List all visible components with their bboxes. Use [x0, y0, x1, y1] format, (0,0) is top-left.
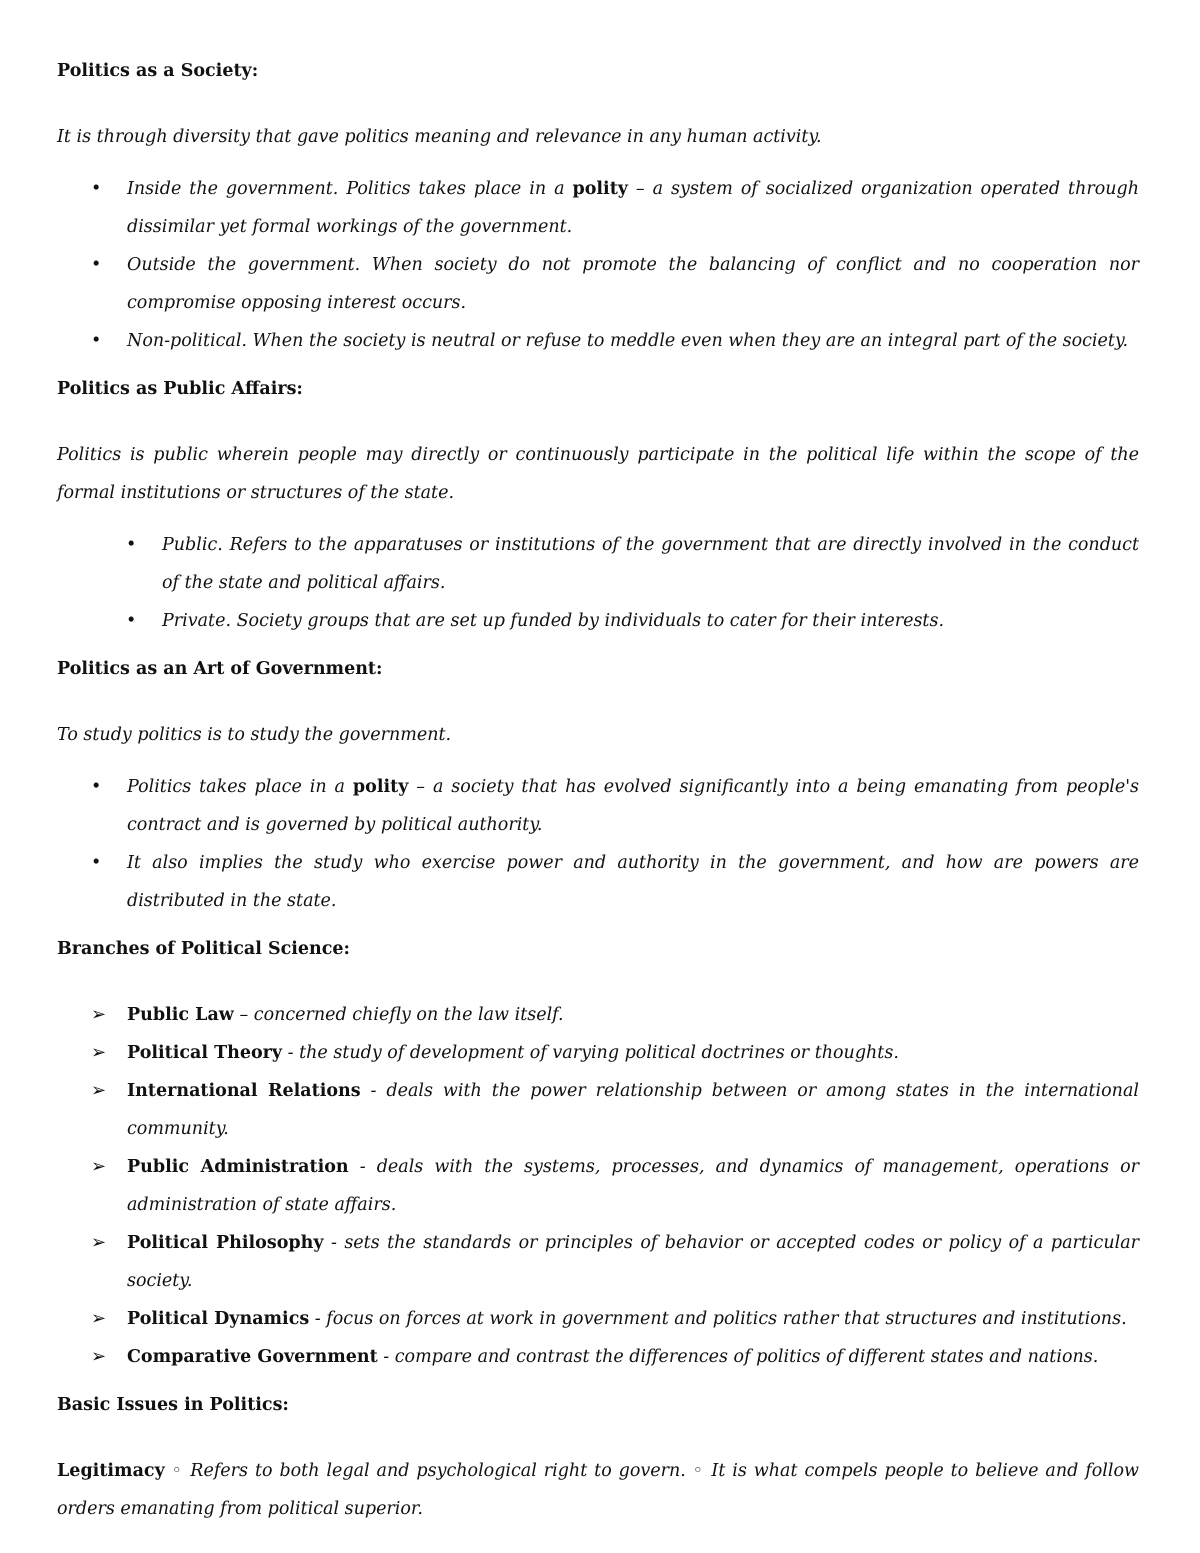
- legitimacy-paragraph: [57, 1452, 1139, 1528]
- list-item: [57, 246, 1139, 322]
- branch-separator: –: [233, 1005, 254, 1025]
- branches-list: [57, 996, 1139, 1376]
- branch-term: Political Philosophy: [127, 1233, 324, 1253]
- list-item-text: Non-political. When the society is neutral or refuse to meddle even when they are an integral part of the society.: [127, 331, 1129, 351]
- bullet-icon: •: [126, 535, 137, 555]
- list-item-text: Private. Society groups that are set up funded by individuals to cater for their interests.: [162, 611, 945, 631]
- term-polity: polity: [572, 179, 628, 199]
- list-item-text: Politics takes place in a: [127, 777, 353, 797]
- heading-basic-issues-in-politics: Basic Issues in Politics:: [57, 1395, 289, 1415]
- branch-separator: -: [348, 1157, 377, 1177]
- branch-separator: -: [377, 1347, 395, 1367]
- branch-item: [57, 996, 1139, 1034]
- arrow-bullet-icon: ➢: [91, 1346, 107, 1367]
- society-bullet-list: [57, 170, 1139, 360]
- bullet-icon: •: [91, 853, 102, 873]
- arrow-bullet-icon: ➢: [91, 1004, 107, 1025]
- list-item: [57, 844, 1139, 920]
- heading-branches-of-political-science: Branches of Political Science:: [57, 939, 350, 959]
- bullet-icon: •: [91, 255, 102, 275]
- branch-term: International Relations: [127, 1081, 361, 1101]
- branch-term: Public Law: [127, 1005, 234, 1025]
- branch-separator: -: [360, 1081, 387, 1101]
- list-item: [57, 322, 1139, 360]
- list-item: [57, 768, 1139, 844]
- branch-description: concerned chiefly on the law itself.: [253, 1005, 564, 1025]
- arrow-bullet-icon: ➢: [91, 1080, 107, 1101]
- branch-description: deals with the systems, processes, and dynamics of management, operations or administration of state affairs.: [127, 1157, 1139, 1215]
- branch-description: sets the standards or principles of behavior or accepted codes or policy of a particular society.: [127, 1233, 1139, 1291]
- list-item-text: It also implies the study who exercise power and authority in the government, and how are powers are distributed in the state.: [127, 853, 1139, 911]
- public-affairs-bullet-list: [57, 526, 1139, 640]
- branch-term: Political Dynamics: [127, 1309, 310, 1329]
- branch-separator: -: [282, 1043, 300, 1063]
- list-item-text: Public. Refers to the apparatuses or institutions of the government that are directly involved in the conduct of the state and political affairs.: [162, 535, 1139, 593]
- branch-item: [57, 1072, 1139, 1148]
- branch-description: compare and contrast the differences of politics of different states and nations.: [394, 1347, 1099, 1367]
- list-item: [57, 170, 1139, 246]
- arrow-bullet-icon: ➢: [91, 1042, 107, 1063]
- list-item: [57, 526, 1139, 602]
- arrow-bullet-icon: ➢: [91, 1232, 107, 1253]
- bullet-icon: •: [91, 331, 102, 351]
- branch-term: Comparative Government: [127, 1347, 378, 1367]
- branch-item: [57, 1224, 1139, 1300]
- list-item: [57, 602, 1139, 640]
- list-item-text: Inside the government. Politics takes place in a: [127, 179, 573, 199]
- branch-item: [57, 1300, 1139, 1338]
- heading-politics-as-public-affairs: Politics as Public Affairs:: [57, 379, 303, 399]
- bullet-icon: •: [91, 179, 102, 199]
- branch-item: [57, 1338, 1139, 1376]
- arrow-bullet-icon: ➢: [91, 1156, 107, 1177]
- heading-politics-as-art-of-government: Politics as an Art of Government:: [57, 659, 383, 679]
- branch-term: Public Administration: [127, 1157, 349, 1177]
- branch-item: [57, 1148, 1139, 1224]
- public-affairs-intro: Politics is public wherein people may directly or continuously participate in the political life within the scope of the formal institutions or structures of the state.: [57, 445, 1139, 503]
- branch-item: [57, 1034, 1139, 1072]
- term-polity: polity: [352, 777, 409, 797]
- branch-description: focus on forces at work in government and politics rather that structures and institutions.: [326, 1309, 1127, 1329]
- society-intro: It is through diversity that gave politics meaning and relevance in any human activity.: [57, 127, 822, 147]
- list-item-text: – a system of socialized organization operated through dissimilar yet formal workings of the government.: [127, 179, 1139, 237]
- art-of-government-bullet-list: [57, 768, 1139, 920]
- bullet-icon: •: [126, 611, 137, 631]
- branch-term: Political Theory: [127, 1043, 283, 1063]
- list-item-text: Outside the government. When society do not promote the balancing of conflict and no cooperation nor compromise opposing interest occurs.: [127, 255, 1139, 313]
- arrow-bullet-icon: ➢: [91, 1308, 107, 1329]
- branch-separator: -: [323, 1233, 345, 1253]
- branch-description: deals with the power relationship between or among states in the international community.: [127, 1081, 1139, 1139]
- branch-description: the study of development of varying political doctrines or thoughts.: [299, 1043, 899, 1063]
- heading-politics-as-society: Politics as a Society:: [57, 61, 259, 81]
- branch-separator: -: [309, 1309, 327, 1329]
- bullet-icon: •: [91, 777, 102, 797]
- term-legitimacy: Legitimacy: [57, 1461, 165, 1481]
- art-of-government-intro: To study politics is to study the government.: [57, 725, 452, 745]
- legitimacy-text: ◦ Refers to both legal and psychological right to govern. ◦ It is what compels people to believe and follow orders emanating from political superior.: [57, 1461, 1139, 1519]
- list-item-text: – a society that has evolved significantly into a being emanating from people's contract and is governed by political authority.: [127, 777, 1139, 835]
- document-body: [57, 56, 1139, 1542]
